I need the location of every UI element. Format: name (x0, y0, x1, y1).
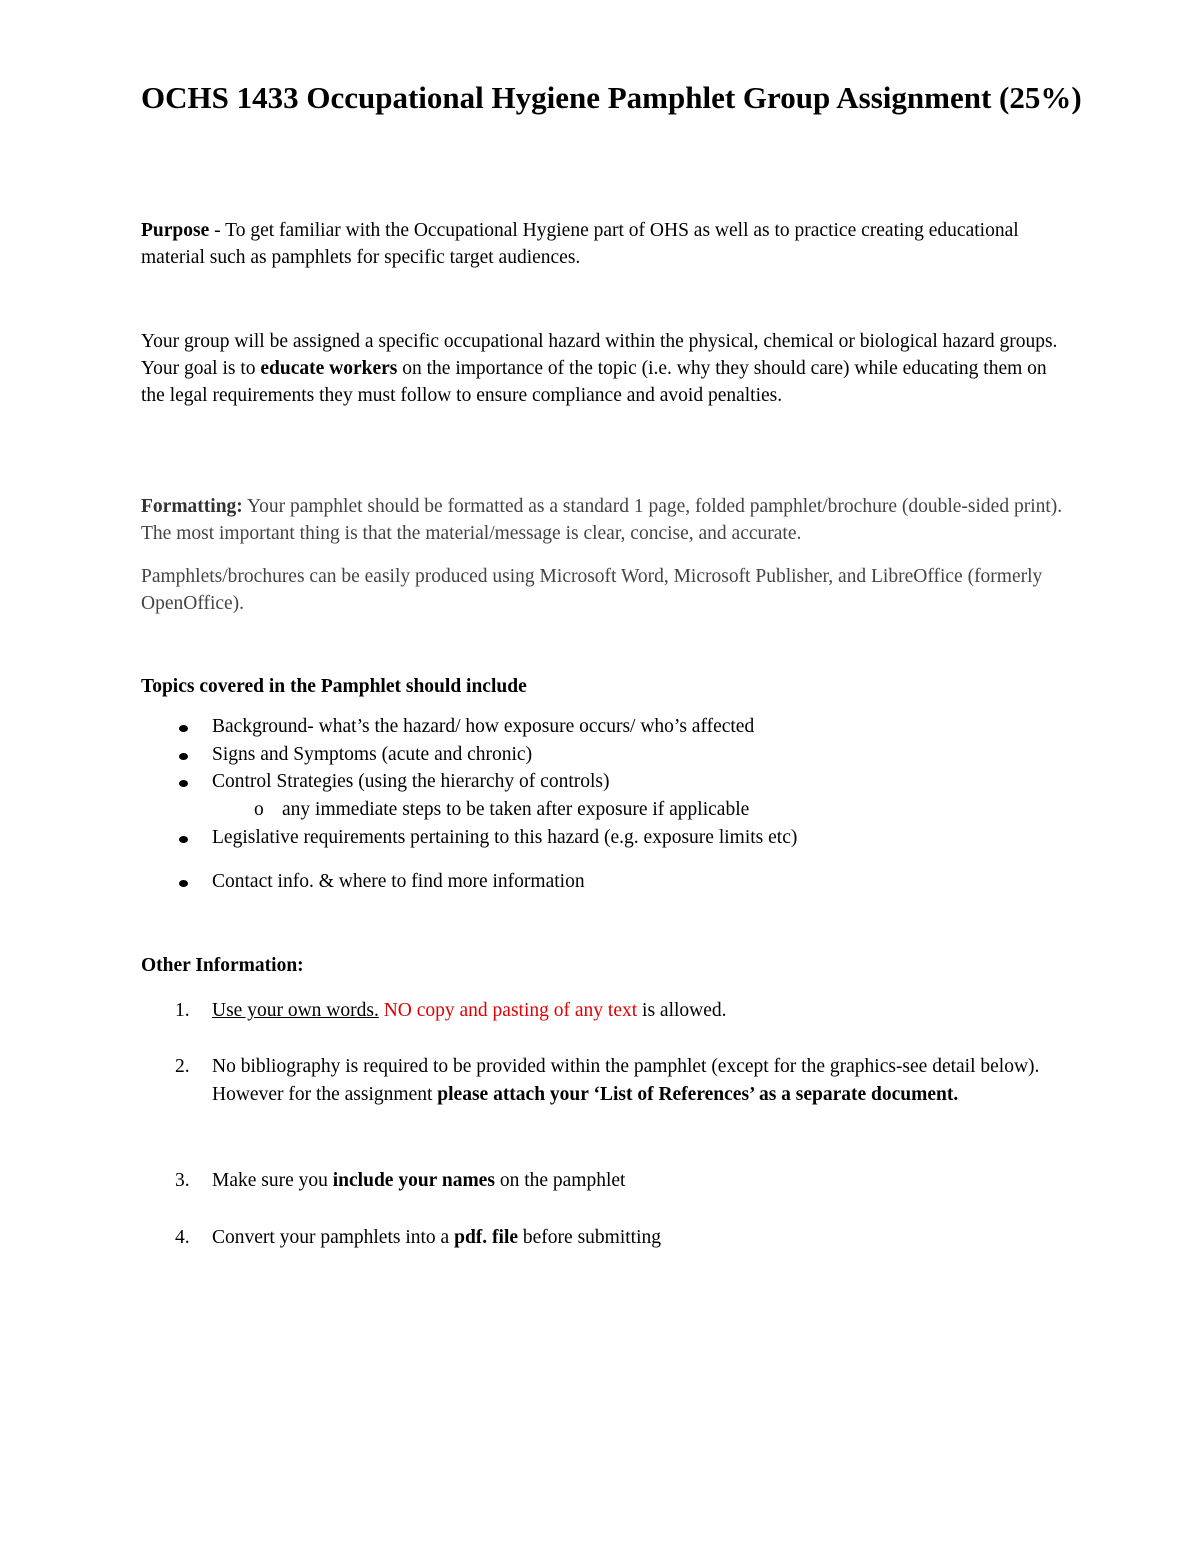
assignment-bold: educate workers (260, 358, 398, 379)
bullet-icon (179, 780, 188, 787)
assignment-text-before: Your group will be assigned a specific occupational hazard within the physical, chemical or biological hazard groups. Your goal is to (141, 331, 1058, 379)
other-info-heading: Other Information: (141, 955, 304, 976)
bullet-icon (179, 725, 188, 732)
formatting-paragraph (141, 493, 1071, 547)
formatting-text: Your pamphlet should be formatted as a standard 1 page, folded pamphlet/brochure (double-sided print). The most important thing is that the material/message is clear, concise, and accurate. (141, 496, 1063, 544)
bullet-icon (179, 880, 188, 887)
document-page: OCHS 1433 Occupational Hygiene Pamphlet Group Assignment (25%) Purpose - To get familiar with the Occupational Hygiene part of OHS as well as to practice creating educational material such as pamphlets for specific target audiences. Your group will be assigned a specific occupational hazard within the physical, chemical or biological hazard groups. Your goal is to educate workers on the importance of the topic (i.e. why they should care) while educating them on the legal requirements they must follow to ensure compliance and avoid penalties. Formatting: Your pamphlet should be formatted as a standard 1 page, folded pamphlet/brochure (double-sided print). The most important thing is that the material/message is clear, concise, and accurate. Pamphlets/brochures can be easily produced using Microsoft Word, Microsoft Publisher, and LibreOffice (formerly OpenOffice). Topics covered in the Pamphlet should include Background- what’s the hazard/ how exposure occurs/ who’s affected Signs and Symptoms (acute and chronic) Control Strategies (using the hierarchy of controls) o any immediate steps to be taken after exposure if applicable Legislative requirements pertaining to this hazard (e.g. exposure limits etc) Contact info. & where to find more information Other Information: 1. Use your own words. NO copy and pasting of any text is allowed. 2. No bibliography is required to be provided within the pamphlet (except for the graphics-see detail below). However for the assignment please attach your ‘List of References’ as a separate document. 3. Make sure you include your names on the pamphlet 4. Convert your pamphlets into a pdf. file before submitting (141, 80, 1082, 1248)
purpose-text: - To get familiar with the Occupational Hygiene part of OHS as well as to practice creating educational material such as pamphlets for specific target audiences. (141, 220, 1019, 268)
bullet-icon (179, 753, 188, 760)
purpose-label: Purpose (141, 220, 210, 241)
bullet-icon (179, 836, 188, 843)
assignment-text-after: on the importance of the topic (i.e. why they should care) while educating them on the legal requirements they must follow to ensure compliance and avoid penalties. (141, 358, 1047, 406)
sub-bullet-icon: o (254, 799, 264, 820)
purpose-paragraph (141, 217, 1071, 271)
topics-heading: Topics covered in the Pamphlet should include (141, 676, 527, 697)
document-title: OCHS 1433 Occupational Hygiene Pamphlet Group Assignment (25%) (141, 80, 1082, 115)
assignment-paragraph (141, 328, 1071, 409)
formatting-label: Formatting: (141, 496, 243, 517)
formatting-note: Pamphlets/brochures can be easily produced using Microsoft Word, Microsoft Publisher, and LibreOffice (formerly OpenOffice). (141, 566, 1043, 614)
